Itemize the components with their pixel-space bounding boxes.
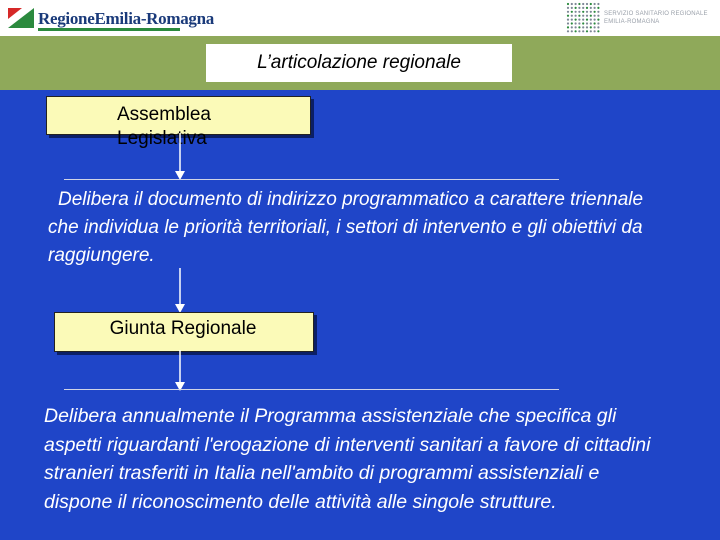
logo-underline — [38, 28, 180, 31]
ssr-logo-text — [604, 10, 708, 26]
arrow-down-icon — [173, 350, 187, 392]
logo-text: RegioneEmilia-Romagna — [38, 9, 214, 28]
servizio-sanitario-logo — [566, 2, 716, 34]
divider-line — [64, 389, 559, 390]
regione-emilia-romagna-logo — [8, 4, 214, 32]
divider-line — [64, 179, 559, 180]
ssr-line-2: EMILIA-ROMAGNA — [604, 19, 660, 25]
ssr-line-1: SERVIZIO SANITARIO REGIONALE — [604, 11, 708, 17]
arrow-down-icon — [173, 268, 187, 314]
regional-flag-icon — [8, 8, 34, 28]
header-bar — [0, 0, 720, 36]
arrow-down-icon — [173, 133, 187, 181]
giunta-regionale-label: Giunta Regionale — [109, 318, 257, 339]
slide-title: L’articolazione regionale — [257, 52, 461, 73]
assemblea-legislativa-label: Assemblea Legislativa — [117, 104, 211, 149]
paragraph-assemblea: Delibera il documento di indirizzo programmatico a carattere triennale che individua le priorità territoriali, i settori di intervento e gli obiettivi da raggiungere. — [48, 189, 644, 266]
paragraph-giunta: Delibera annualmente il Programma assistenziale che specifica gli aspetti riguardanti l'erogazione di interventi sanitari a favore di cittadini stranieri trasferiti in Italia nell'ambito di programmi assistenziali e dispone il riconoscimento delle attività alle singole strutture. — [44, 405, 651, 513]
dot-grid-icon — [566, 2, 600, 34]
